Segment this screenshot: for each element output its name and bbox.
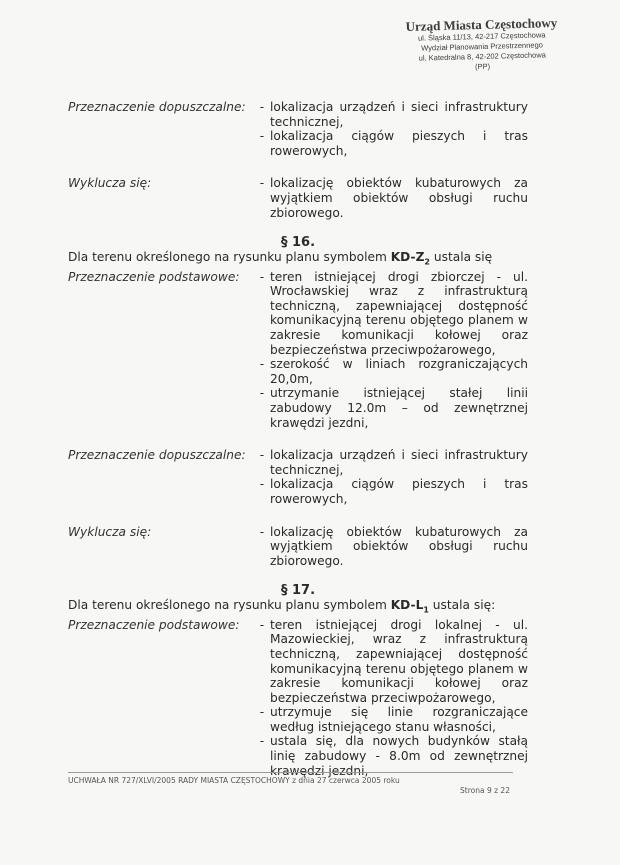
section-16-podstawowe-list	[254, 270, 528, 431]
list-item: - teren istniejącej drogi zbiorczej - ul. Wrocławskiej wraz z infrastrukturą techniczną, zapewniającej dostępność komunikacyjną terenu objętego planem w zakresie komunikacji kołowej oraz bezpieczeństwa przeciwpożarowego,	[259, 269, 528, 357]
section-16-wyklucza-label: Wyklucza się:	[68, 524, 152, 539]
stamp-title: Urząd Miasta Częstochowy	[405, 15, 558, 34]
section-16-dopuszczalne-label: Przeznaczenie dopuszczalne:	[68, 448, 246, 463]
stamp-line-3: ul. Katedralna 8, 42-202 Częstochowa	[418, 50, 546, 63]
document-body	[68, 100, 528, 778]
list-item: - ustala się, dla nowych budynków stałą linię zabudowy - 8.0m od zewnętrznej krawędzi jezdni,	[259, 734, 528, 778]
block0-wyklucza-list	[254, 176, 528, 220]
section-17-podstawowe-label: Przeznaczenie podstawowe:	[68, 617, 240, 632]
section-16-podstawowe	[68, 270, 528, 431]
stamp-line-4: (PP)	[474, 61, 491, 72]
section-16-intro: Dla terenu określonego na rysunku planu symbolem $KD-Z_2$ ustala się	[68, 250, 493, 267]
list-item: - lokalizacja ciągów pieszych i tras rowerowych,	[259, 477, 528, 506]
section-17-intro: Dla terenu określonego na rysunku planu symbolem $KD-L_1$ ustala się:	[68, 598, 496, 615]
list-item: - utrzymanie istniejącej stałej linii zabudowy 12.0m – od zewnętrznej krawędzi jezdni,	[259, 386, 528, 430]
list-item: - lokalizacja urządzeń i sieci infrastruktury technicznej,	[259, 100, 528, 129]
block0-dopuszczalne-list	[254, 100, 528, 158]
document-footer: UCHWAŁA NR 727/XLVI/2005 RADY MIASTA CZĘSTOCHOWY z dnia 27 czerwca 2005 roku	[68, 772, 513, 785]
section-17-podstawowe	[68, 618, 528, 779]
section-16-symbol: $KD-Z_2$	[390, 250, 430, 267]
section-16-podstawowe-label: Przeznaczenie podstawowe:	[68, 269, 240, 284]
block0-dopuszczalne	[68, 100, 528, 158]
block0-wyklucza	[68, 176, 528, 220]
list-item: - lokalizację obiektów kubaturowych za wyjątkiem obiektów obsługi ruchu zbiorowego.	[259, 524, 528, 568]
section-17-podstawowe-list	[254, 618, 528, 779]
section-16-wyklucza	[68, 525, 528, 569]
list-item: - lokalizację obiektów kubaturowych za wyjątkiem obiektów obsługi ruchu zbiorowego.	[259, 176, 528, 220]
list-item: - teren istniejącej drogi lokalnej - ul. Mazowieckiej, wraz z infrastrukturą techniczną, zapewniającej dostępność komunikacyjną terenu objętego planem w zakresie komunikacji kołowej oraz bezpieczeństwa przeciwpożarowego,	[259, 617, 528, 705]
page-number: Strona 9 z 22	[460, 786, 510, 795]
block0-dopuszczalne-label: Przeznaczenie dopuszczalne:	[68, 100, 246, 114]
section-16-dopuszczalne-list	[254, 448, 528, 506]
list-item: - szerokość w liniach rozgraniczających 20,0m,	[259, 357, 528, 386]
stamp-line-1: ul. Śląska 11/13, 42-217 Częstochowa	[417, 30, 546, 43]
section-17-title: § 17.	[280, 583, 316, 599]
section-16-dopuszczalne	[68, 448, 528, 506]
section-17-symbol: $KD-L_1$	[390, 598, 429, 615]
list-item: - utrzymuje się linie rozgraniczające według istniejącego stanu własności,	[259, 705, 528, 734]
office-stamp	[391, 16, 572, 75]
stamp-line-2: Wydział Planowania Przestrzennego	[421, 40, 543, 53]
section-16-wyklucza-list	[254, 525, 528, 569]
list-item: - lokalizacja urządzeń i sieci infrastruktury technicznej,	[259, 448, 528, 477]
list-item: - lokalizacja ciągów pieszych i tras rowerowych,	[259, 129, 528, 158]
section-16-title: § 16.	[280, 235, 316, 251]
block0-wyklucza-label: Wyklucza się:	[68, 176, 152, 191]
